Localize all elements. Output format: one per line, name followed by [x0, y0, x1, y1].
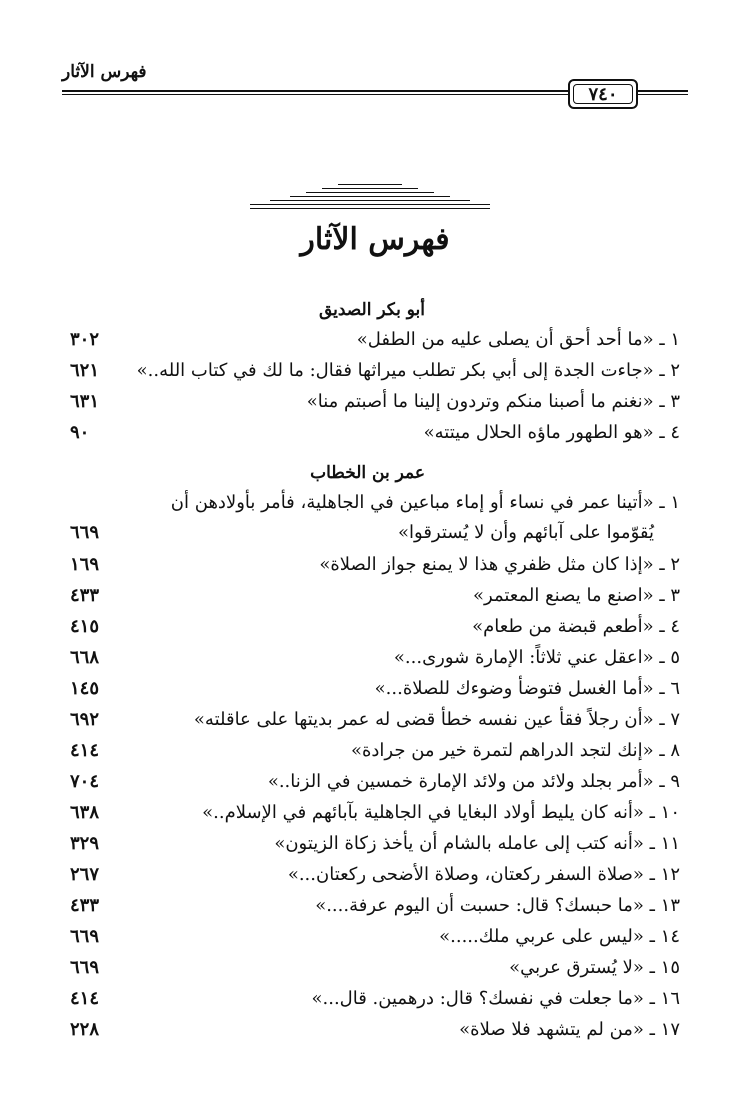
page-number-box	[568, 79, 638, 109]
page-title: فهرس الآثار	[300, 222, 450, 257]
list-item	[70, 356, 680, 386]
list-item	[70, 922, 680, 952]
list-item	[70, 643, 680, 673]
entry-text: ٥ ـ «اعقل عني ثلاثاً: الإمارة شورى...»	[393, 647, 680, 668]
entry-text: ١٣ ـ «ما حبسك؟ قال: حسبت أن اليوم عرفة....»	[315, 895, 680, 916]
entry-page: ٦٦٩	[70, 957, 100, 978]
entry-text: ٦ ـ «أما الغسل فتوضأ وضوءك للصلاة...»	[374, 678, 680, 699]
entry-text: ٣ ـ «اصنع ما يصنع المعتمر»	[473, 585, 680, 606]
list-item	[70, 1015, 680, 1045]
list-item	[70, 736, 680, 766]
entry-text: ١ ـ «أتينا عمر في نساء أو إماء مباعين في الجاهلية، فأمر بأولادهن أن	[170, 492, 680, 513]
entry-page: ٤١٥	[70, 616, 100, 637]
entry-text: ١٥ ـ «لا يُسترق عربي»	[509, 957, 680, 978]
list-item	[70, 550, 680, 580]
entry-page: ٤٣٣	[70, 585, 100, 606]
entry-text: ٢ ـ «إذا كان مثل ظفري هذا لا يمنع جواز الصلاة»	[319, 554, 680, 575]
entry-page: ٦٣١	[70, 391, 100, 412]
list-item	[70, 891, 680, 921]
entry-page: ٦٩٢	[70, 709, 100, 730]
list-item	[70, 488, 680, 548]
title-ornament	[250, 184, 490, 214]
list-item	[70, 860, 680, 890]
list-item	[70, 418, 680, 448]
entry-text: ٩ ـ «أمر بجلد ولائد من ولائد الإمارة خمسين في الزنا..»	[267, 771, 680, 792]
entry-text: ١١ ـ «أنه كتب إلى عامله بالشام أن يأخذ زكاة الزيتون»	[274, 833, 680, 854]
entry-page: ٢٦٧	[70, 864, 100, 885]
list-item	[70, 612, 680, 642]
entry-text: ١٧ ـ «من لم يتشهد فلا صلاة»	[459, 1019, 680, 1040]
list-item	[70, 829, 680, 859]
header-rule-left	[62, 90, 570, 92]
entry-text-continued: يُقوّموا على آبائهم وأن لا يُسترقوا»	[398, 522, 654, 543]
list-item	[70, 674, 680, 704]
entry-page: ١٦٩	[70, 554, 100, 575]
entry-page: ٦٦٨	[70, 647, 100, 668]
entry-page: ٤٣٣	[70, 895, 100, 916]
entry-page: ٦٢١	[70, 360, 100, 381]
entry-text: ٣ ـ «نغنم ما أصبنا منكم وتردون إلينا ما أصبتم منا»	[306, 391, 680, 412]
list-item	[70, 581, 680, 611]
entry-page: ٦٦٩	[70, 522, 100, 543]
entry-page: ٤١٤	[70, 740, 100, 761]
list-item	[70, 798, 680, 828]
entry-text: ٤ ـ «أطعم قبضة من طعام»	[472, 616, 680, 637]
entry-text: ١ ـ «ما أحد أحق أن يصلى عليه من الطفل»	[356, 329, 680, 350]
running-header-title: فهرس الآثار	[62, 62, 147, 82]
list-item	[70, 325, 680, 355]
entry-text: ١٦ ـ «ما جعلت في نفسك؟ قال: درهمين. قال...»	[311, 988, 680, 1009]
list-item	[70, 953, 680, 983]
section-title-umar: عمر بن الخطاب	[310, 463, 425, 483]
entry-page: ٤١٤	[70, 988, 100, 1009]
entry-page: ٢٢٨	[70, 1019, 100, 1040]
entry-page: ٦٣٨	[70, 802, 100, 823]
entry-page: ٦٦٩	[70, 926, 100, 947]
entry-text: ٤ ـ «هو الطهور ماؤه الحلال ميتته»	[423, 422, 680, 443]
list-item	[70, 705, 680, 735]
entry-page: ٣٠٢	[70, 329, 100, 350]
page-number: ٧٤٠	[573, 84, 633, 104]
section-title-abu-bakr: أبو بكر الصديق	[318, 300, 425, 320]
entry-text: ٨ ـ «إنك لتجد الدراهم لتمرة خير من جرادة»	[350, 740, 680, 761]
entry-page: ٣٢٩	[70, 833, 100, 854]
list-item	[70, 984, 680, 1014]
list-item	[70, 767, 680, 797]
entry-text: ١٠ ـ «أنه كان يليط أولاد البغايا في الجاهلية بآبائهم في الإسلام..»	[202, 802, 680, 823]
entry-text: ١٤ ـ «ليس على عربي ملك.....»	[439, 926, 680, 947]
header-rule-right	[638, 90, 688, 92]
list-item	[70, 387, 680, 417]
entry-text: ٢ ـ «جاءت الجدة إلى أبي بكر تطلب ميراثها فقال: ما لك في كتاب الله..»	[136, 360, 680, 381]
entry-page: ٩٠	[70, 422, 90, 443]
entry-text: ٧ ـ «أن رجلاً فقأ عين نفسه خطأ قضى له عمر بديتها على عاقلته»	[193, 709, 680, 730]
entry-page: ٧٠٤	[70, 771, 100, 792]
entry-page: ١٤٥	[70, 678, 100, 699]
entry-text: ١٢ ـ «صلاة السفر ركعتان، وصلاة الأضحى ركعتان...»	[287, 864, 680, 885]
